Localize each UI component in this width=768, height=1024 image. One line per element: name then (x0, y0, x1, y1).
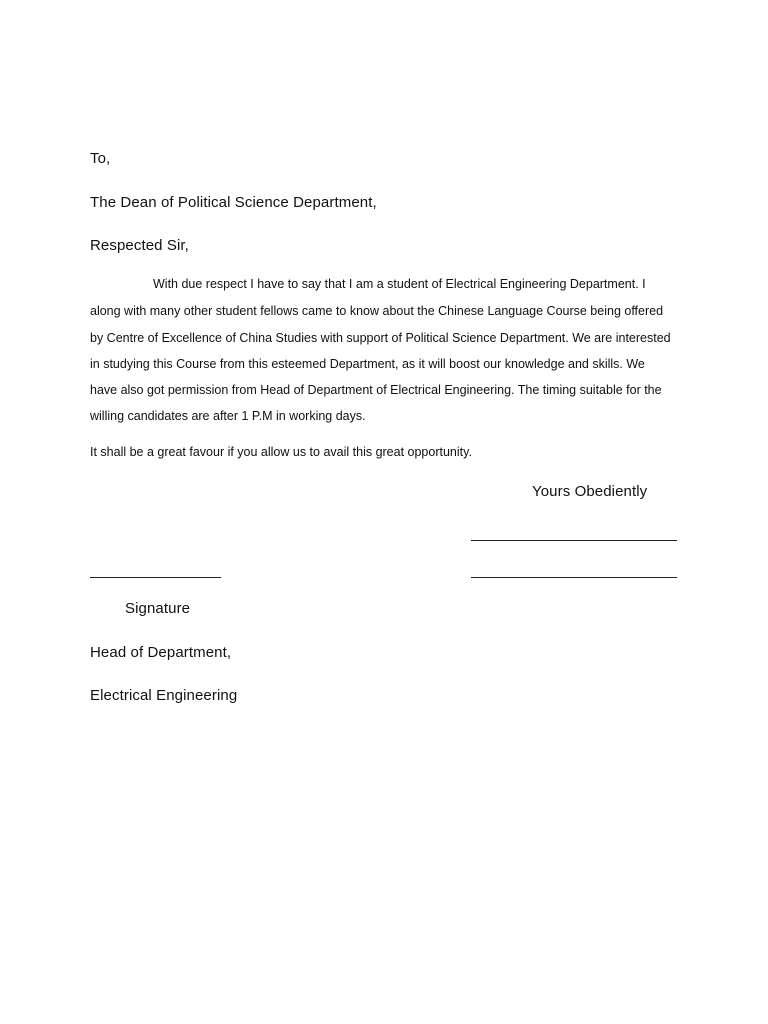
body-line: in studying this Course from this esteemed Department, as it will boost our knowledge and skills. We (90, 357, 645, 371)
body-line: by Centre of Excellence of China Studies with support of Political Science Department. We are interested (90, 331, 671, 345)
signature-line-lower-right (471, 577, 677, 578)
salutation: Respected Sir, (90, 237, 189, 254)
to-line: To, (90, 150, 111, 167)
recipient-line: The Dean of Political Science Department, (90, 194, 377, 211)
hod-title: Head of Department, (90, 644, 232, 661)
closing-request: It shall be a great favour if you allow us to avail this great opportunity. (90, 445, 472, 459)
signature-label: Signature (125, 600, 191, 617)
sign-off: Yours Obediently (532, 483, 648, 500)
body-line: willing candidates are after 1 P.M in working days. (90, 409, 366, 423)
body-line: With due respect I have to say that I am a student of Electrical Engineering Department. I (153, 277, 646, 291)
body-line: have also got permission from Head of Department of Electrical Engineering. The timing suitable for the (90, 383, 662, 397)
hod-department: Electrical Engineering (90, 687, 238, 704)
signature-line-left (90, 577, 221, 578)
signature-line-upper-right (471, 540, 677, 541)
body-line: along with many other student fellows came to know about the Chinese Language Course being offered (90, 304, 664, 318)
